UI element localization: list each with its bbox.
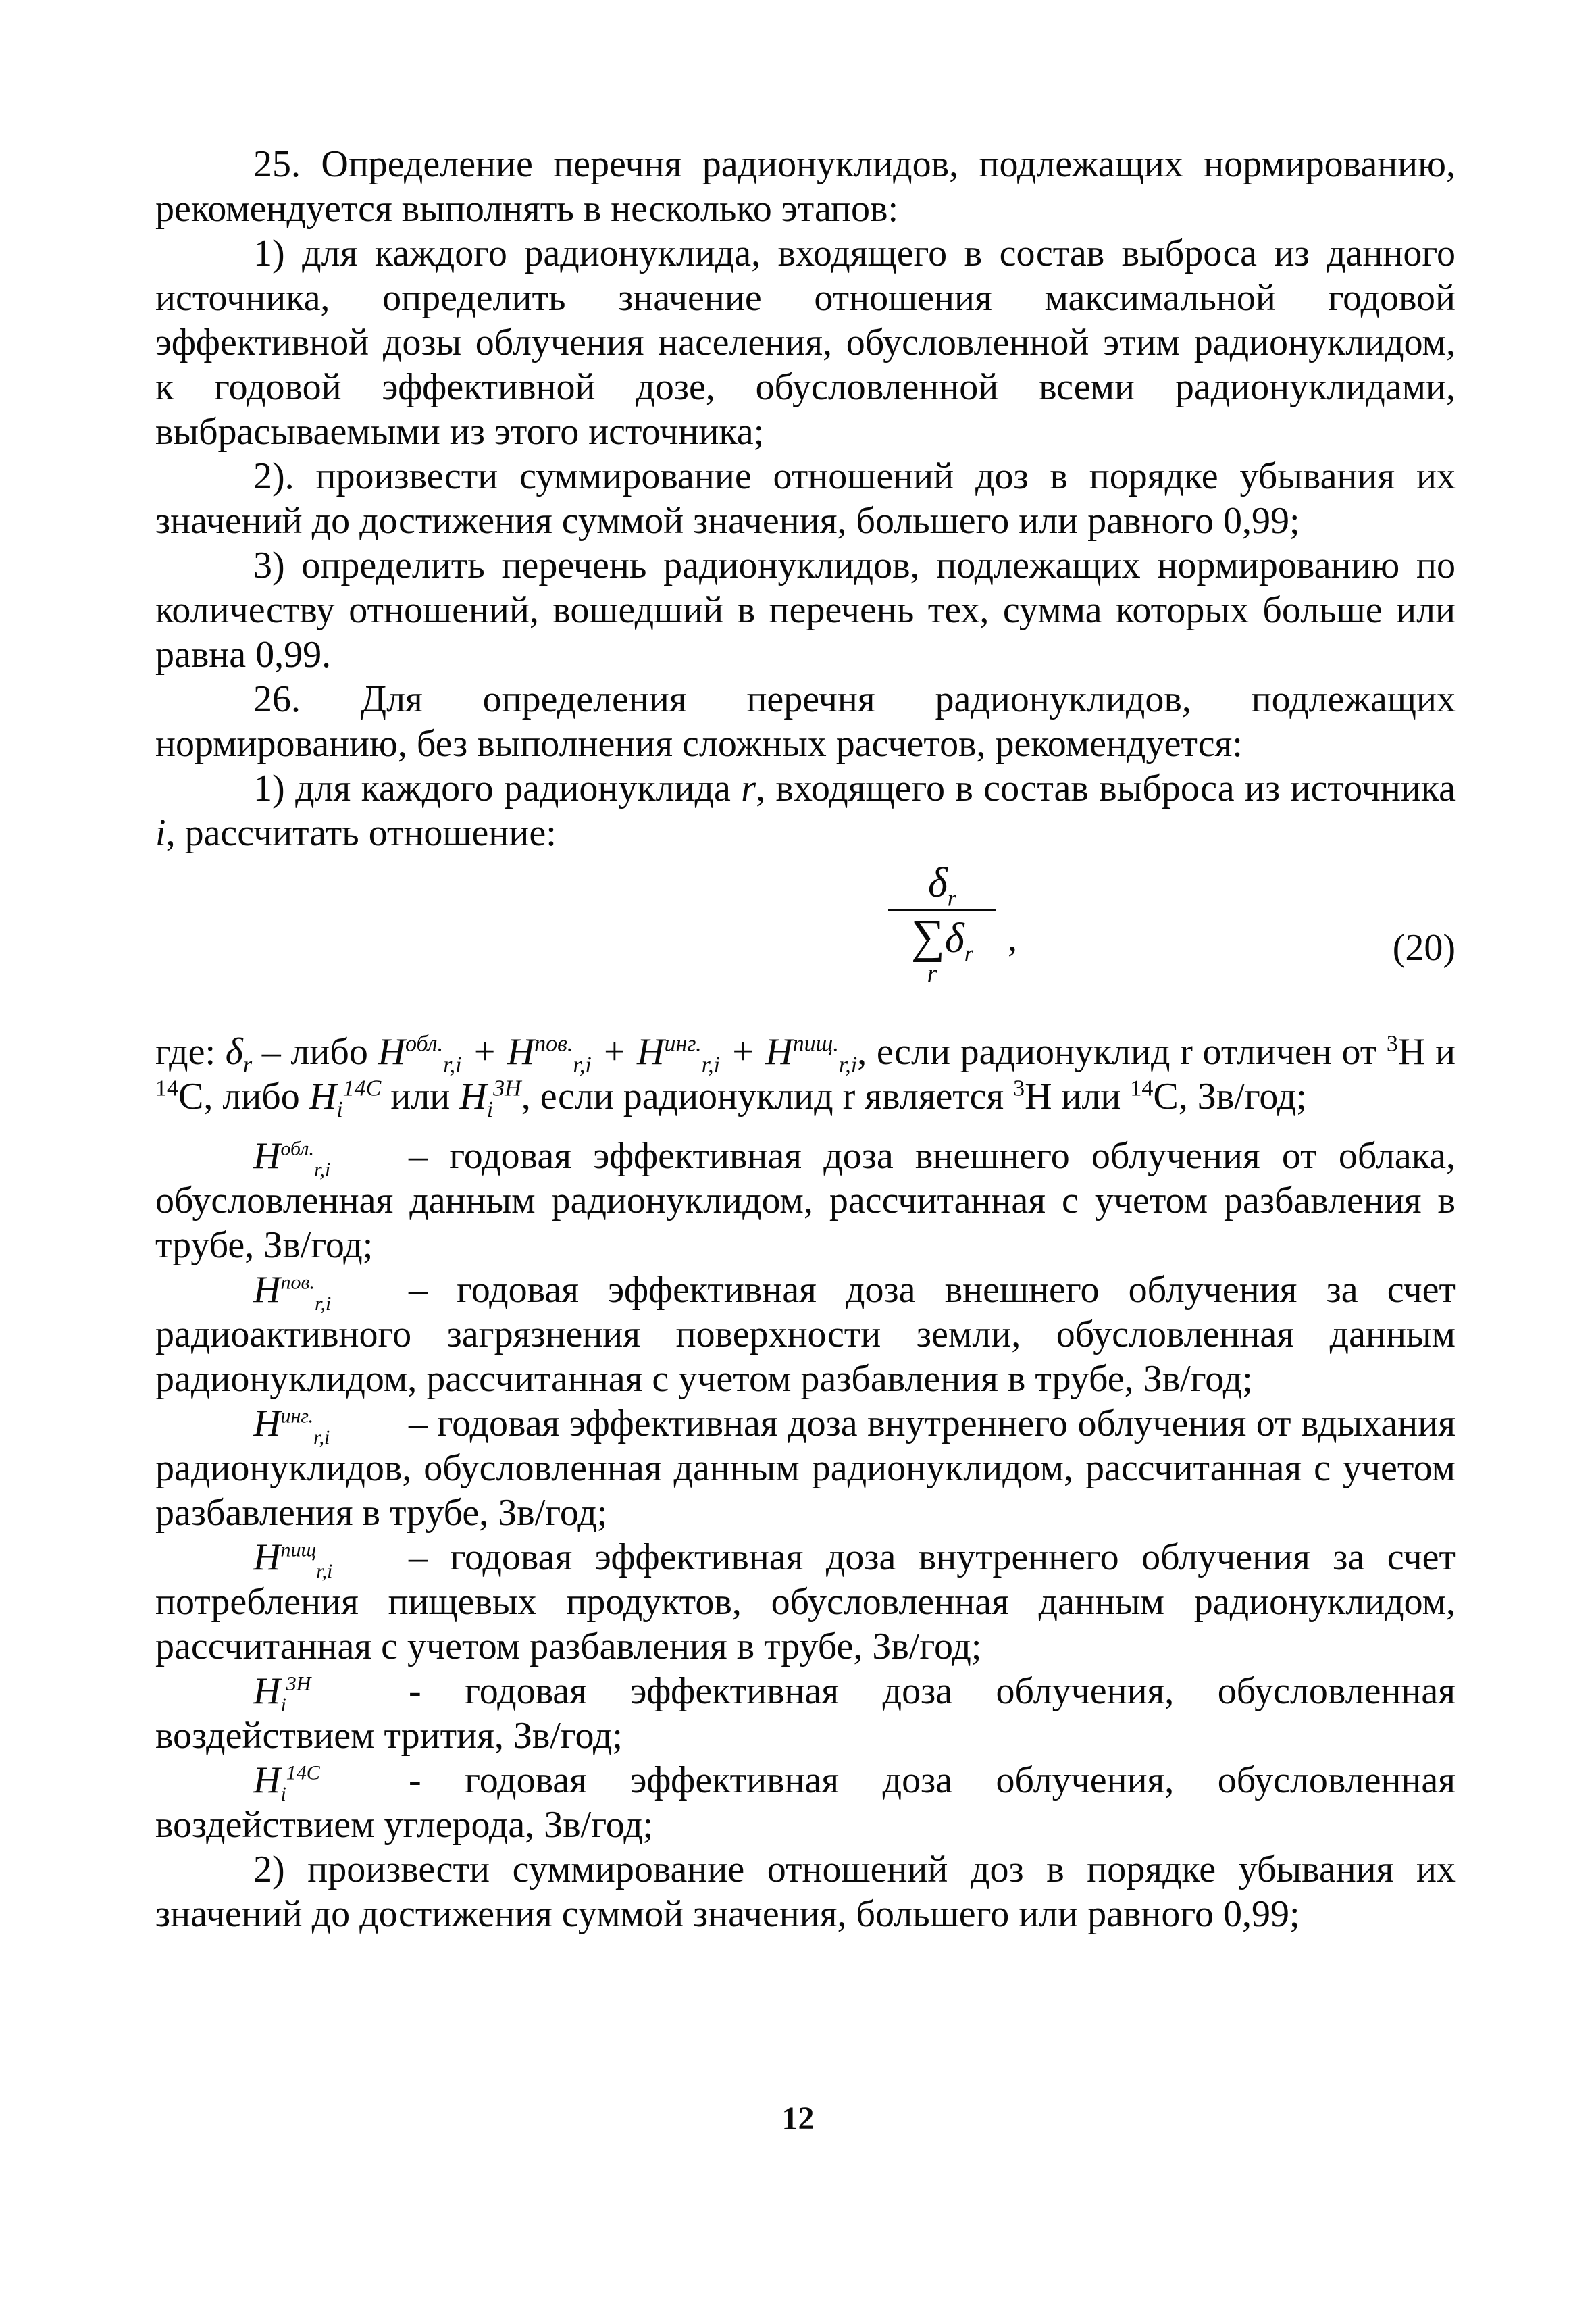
page-number: 12 — [781, 2101, 815, 2136]
paragraph-26-item-1: 1) для каждого радионуклида r, входящего в состав выброса из источника i, рассчитать отношение: — [155, 768, 1456, 854]
paragraph-26-item-2: 2) произвести суммирование отношений доз в порядке убывания их значений до достижения суммой значения, большего или равного 0,99; — [155, 1848, 1456, 1935]
symbol-h-tritium: $H_i^{3H}$ — [253, 1670, 311, 1717]
sum-index: r — [927, 959, 937, 988]
definition-h-carbon: $H_i^{14C}$ - годовая эффективная доза облучения, обусловленная воздействием углерода, Зв/год; — [155, 1759, 1456, 1846]
paragraph-25: 25. Определение перечня радионуклидов, подлежащих нормированию, рекомендуется выполнять в несколько этапов: — [155, 143, 1456, 230]
definition-h-obl: $H^{обл.}_{r,i}$ – годовая эффективная доза внешнего облучения от облака, обусловленная данным радионуклидом, рассчитанная с учетом разбавления в трубе, Зв/год; — [155, 1135, 1456, 1266]
definition-h-pov: $H^{пов.}_{r,i}$ – годовая эффективная доза внешнего облучения за счет радиоактивного загрязнения поверхности земли, обусловленная данным радионуклидом, рассчитанная с учетом разбавления в трубе, Зв/год; — [155, 1269, 1456, 1400]
variable-r: r — [741, 768, 756, 809]
definition-h-ing: $H^{инг.}_{r,i}$ – годовая эффективная доза внутреннего облучения от вдыхания радионуклидов, обусловленная данным радионуклидом, рассчитанная с учетом разбавления в трубе, Зв/год; — [155, 1403, 1456, 1534]
equation-number: (20) — [1392, 927, 1456, 969]
paragraph-26: 26. Для определения перечня радионуклидов, подлежащих нормированию, без выполнения сложных расчетов, рекомендуется: — [155, 678, 1456, 765]
paragraph-25-item-3: 3) определить перечень радионуклидов, подлежащих нормированию по количеству отношений, вошедший в перечень тех, сумма которых больше или равна 0,99. — [155, 545, 1456, 676]
fraction-denominator: $\sum\delta_r$ — [911, 911, 973, 967]
symbol-h-pov: $H^{пов.}_{r,i}$ — [253, 1269, 332, 1315]
formula-comma: , — [1008, 917, 1017, 959]
paragraph-25-item-2: 2). произвести суммирование отношений доз в порядке убывания их значений до достижения суммой значения, большего или равного 0,99; — [155, 455, 1456, 542]
paragraph-25-item-1: 1) для каждого радионуклида, входящего в состав выброса из данного источника, определить значение отношения максимальной годовой эффективной дозы облучения населения, обусловленной этим радионуклидом, к годовой эффективной дозе, обусловленной всеми радионуклидами, выбрасываемыми из этого источника; — [155, 232, 1456, 453]
symbol-h-pishch: $H^{пищ}_{r,i}$ — [253, 1536, 333, 1583]
document-page — [155, 142, 1456, 1936]
formula-20 — [155, 859, 1456, 1022]
symbol-h-carbon: $H_i^{14C}$ — [253, 1759, 320, 1806]
fraction-numerator: $\delta_r$ — [927, 860, 957, 911]
symbol-h-obl: $H^{обл.}_{r,i}$ — [253, 1135, 331, 1182]
definition-h-pishch: $H^{пищ}_{r,i}$ – годовая эффективная доза внутреннего облучения за счет потребления пищевых продуктов, обусловленная данным радионуклидом, рассчитанная с учетом разбавления в трубе, Зв/год; — [155, 1536, 1456, 1667]
symbol-h-ing: $H^{инг.}_{r,i}$ — [253, 1403, 330, 1449]
definition-h-tritium: $H_i^{3H}$ - годовая эффективная доза облучения, обусловленная воздействием трития, Зв/год; — [155, 1670, 1456, 1757]
fraction — [885, 859, 1017, 988]
variable-i: i — [155, 812, 166, 854]
where-clause: где: $\delta_r$ – либо $H^{обл.}_{r,i} + H^{пов.}_{r,i} + H^{инг.}_{r,i} + H^{пищ.}_{r,i}$, если радионуклид r отличен от $^3$H и $^{14}$C, либо $H_i^{14C}$ или $H_i^{3H}$, если радионуклид r является $^3$H или $^{14}$C, Зв/год; — [155, 1031, 1456, 1123]
